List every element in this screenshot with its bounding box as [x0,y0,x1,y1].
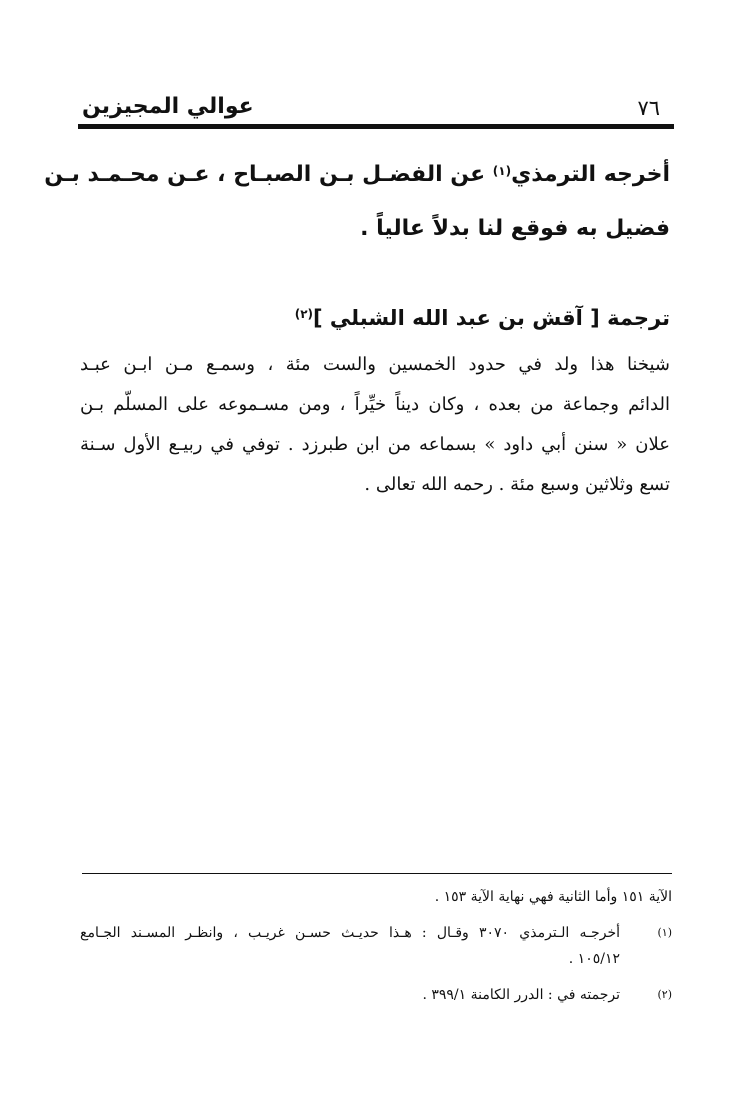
footnote-marker: (٢) [657,988,672,1001]
bio-line: الدائم وجماعة من بعده ، وكان ديناً خيِّراً ، ومن مسـموعه على المسلّم بـن [80,394,670,415]
header-rule [78,124,674,129]
footnote-2 [80,982,672,1008]
intro-line [44,148,670,202]
running-title: عوالي المجيزين [82,94,254,119]
intro-paragraph [44,148,670,256]
biography-heading [80,300,670,336]
bio-line: علان « سنن أبي داود » بسماعه من ابن طبرزد . توفي في ربيـع الأول سـنة [80,434,670,455]
bio-line: تسع وثلاثين وسبع مئة . رحمه الله تعالى . [364,474,670,495]
footnote-1 [80,920,672,972]
intro-text: أخرجه الترمذي [511,162,670,187]
footnote-ref-1: (١) [492,164,512,178]
footnote-text: ١٠٥/١٢ . [568,951,620,967]
footnote-rule [82,873,672,874]
footnotes [80,884,672,1018]
heading-text: ترجمة [ آقش بن عبد الله الشبلي ] [313,306,670,330]
page-header [78,92,674,128]
bio-line: شيخنا هذا ولد في حدود الخمسين والست مئة ، وسمـع مـن ابـن عبـد [80,354,670,375]
page-number: ٧٦ [637,96,660,120]
footnote-ref-2: (٢) [294,307,314,321]
footnote-text: أخرجـه الـترمذي ٣٠٧٠ وقـال : هـذا حديـث حسـن غريـب ، وانظـر المسـند الجـامع [80,925,620,941]
intro-text: عن الفضـل بـن الصبـاح ، عـن محـمـد بـن [44,162,493,187]
footnote-carryover: الآية ١٥١ وأما الثانية فهي نهاية الآية ١٥٣ . [434,889,672,905]
biography-paragraph [80,345,670,505]
footnote-marker: (١) [657,926,672,939]
footnote-text: ترجمته في : الدرر الكامنة ٣٩٩/١ . [422,987,620,1003]
intro-line: فضيل به فوقع لنا بدلاً عالياً . [360,216,670,241]
